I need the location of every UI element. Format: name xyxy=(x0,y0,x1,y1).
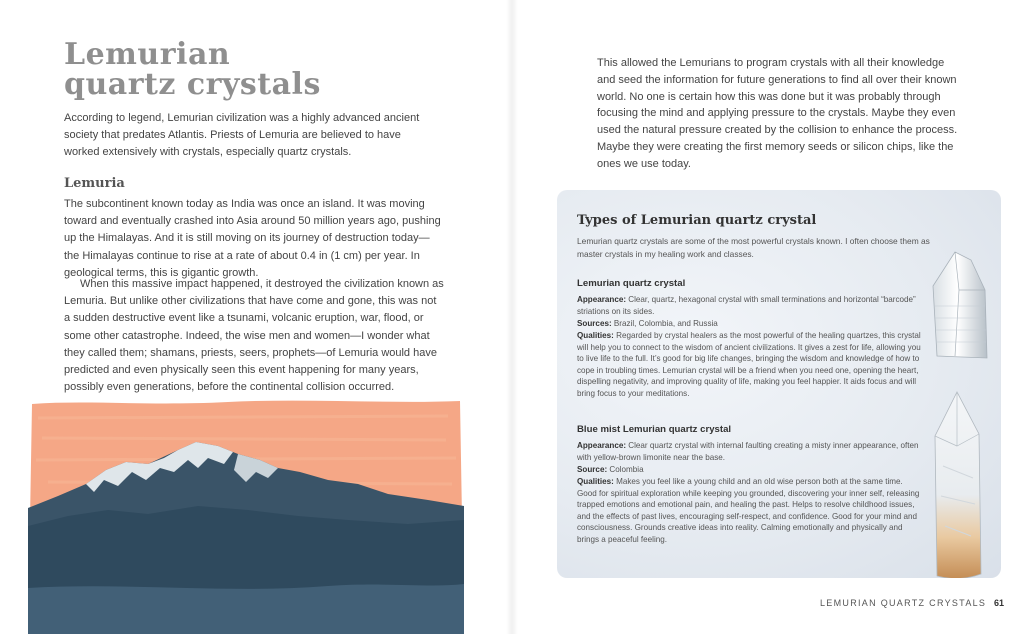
page-number: 61 xyxy=(994,598,1005,608)
crystal1-qualities-label: Qualities: xyxy=(577,331,614,340)
crystal2-name: Blue mist Lemurian quartz crystal xyxy=(577,424,732,435)
crystal1-appearance-label: Appearance: xyxy=(577,295,627,304)
crystal2-qualities-label: Qualities: xyxy=(577,477,614,486)
page-footer xyxy=(820,598,1004,608)
crystal2-source-text: Colombia xyxy=(609,465,644,474)
crystal1-qualities-text: Regarded by crystal healers as the most powerful of the healing quartzes, this crystal will help you to connect to the wisdom of ancient civilizations. It gives a zest for life, allowing you to live life to the full. It’s good for big life changes, bringing the wisdom and knowledge of how to cope in troubling times. Lemurian crystal will be a friend when you need one, opening the heart, dispelling negativity, and improving quality of life, making you feel happier. It aids focus and will bring focus to your meditations. xyxy=(577,331,921,398)
intro-paragraph: According to legend, Lemurian civilization was a highly advanced ancient society that predates Atlantis. Priests of Lemuria are believed to have worked extensively with crystals, especially quartz crystals. xyxy=(64,112,420,158)
crystal2-appearance-text: Clear quartz crystal with internal faulting creating a misty inner appearance, often with yellow-brown limonite near the base. xyxy=(577,441,919,462)
crystal1-appearance-text: Clear, quartz, hexagonal crystal with small terminations and horizontal “barcode” striations on its sides. xyxy=(577,295,916,316)
crystal2-appearance-label: Appearance: xyxy=(577,441,627,450)
title-line-2: quartz crystals xyxy=(64,67,321,102)
mountain-illustration xyxy=(28,398,464,634)
crystal2-qualities xyxy=(577,476,922,546)
panel-title: Types of Lemurian quartz crystal xyxy=(577,213,817,228)
blue-mist-crystal-image xyxy=(929,386,989,578)
crystal1-qualities xyxy=(577,330,927,400)
panel-intro: Lemurian quartz crystals are some of the most powerful crystals known. I often choose them as master crystals in my healing work and classes. xyxy=(577,236,930,259)
page-gutter xyxy=(506,0,518,634)
body-paragraph-2: When this massive impact happened, it destroyed the civilization known as Lemuria. But unlike other civilizations that have come and gone, this was not a sudden destructive event like a tsunami, volcanic eruption, war, flood, or some other catastrophe. Indeed, the wise men and women—I wonder what they called them; shamans, priests, seers, prophets—of Lemuria would have predicted and even physically seen this event happening for many years, possibly even generations, before the continental collision occurred. xyxy=(64,278,444,394)
clear-quartz-crystal-image xyxy=(925,246,995,366)
crystal1-sources xyxy=(577,318,927,330)
crystal1-sources-text: Brazil, Colombia, and Russia xyxy=(613,319,718,328)
section-heading-lemuria: Lemuria xyxy=(64,176,125,191)
crystal1-name: Lemurian quartz crystal xyxy=(577,278,686,289)
crystal2-appearance xyxy=(577,440,922,463)
page-title xyxy=(64,37,464,102)
crystal-types-panel xyxy=(557,190,1001,578)
body-paragraph-1: The subcontinent known today as India was once an island. It was moving toward and eventually crashed into Asia around 50 million years ago, pushing up the Himalayas. And it is still moving on its journey of destruction today—the Himalayas continue to rise at a rate of about 0.4 in (1 cm) per year. In geological terms, this is gigantic growth. xyxy=(64,198,441,279)
title-line-1: Lemurian xyxy=(64,37,231,72)
crystal1-appearance xyxy=(577,294,927,317)
crystal2-source-label: Source: xyxy=(577,465,608,474)
crystal2-source xyxy=(577,464,922,476)
right-body-paragraph: This allowed the Lemurians to program crystals with all their knowledge and seed the information for future generations to find all over their known world. No one is certain how this was done but it was probably through focusing the mind and applying pressure to the crystals. Maybe they even used the natural pressure created by the collision to enhance the process. Maybe they were creating the first memory seeds or silicon chips, like the ones we use today. xyxy=(597,57,958,170)
crystal1-sources-label: Sources: xyxy=(577,319,612,328)
running-head: LEMURIAN QUARTZ CRYSTALS xyxy=(820,598,987,608)
crystal2-qualities-text: Makes you feel like a young child and an old wise person both at the same time. Good for spiritual exploration while keeping you grounded, discovering your inner self, releasing trapped emotions and emotional pain, and healing the past. Helps to resolve childhood issues, and the effects of past lives, encouraging self-respect, and confidence. Good for your mind and consciousness. Grounds creative ideas into reality. Calming emotionally and physically and brings a peaceful feeling. xyxy=(577,477,920,544)
